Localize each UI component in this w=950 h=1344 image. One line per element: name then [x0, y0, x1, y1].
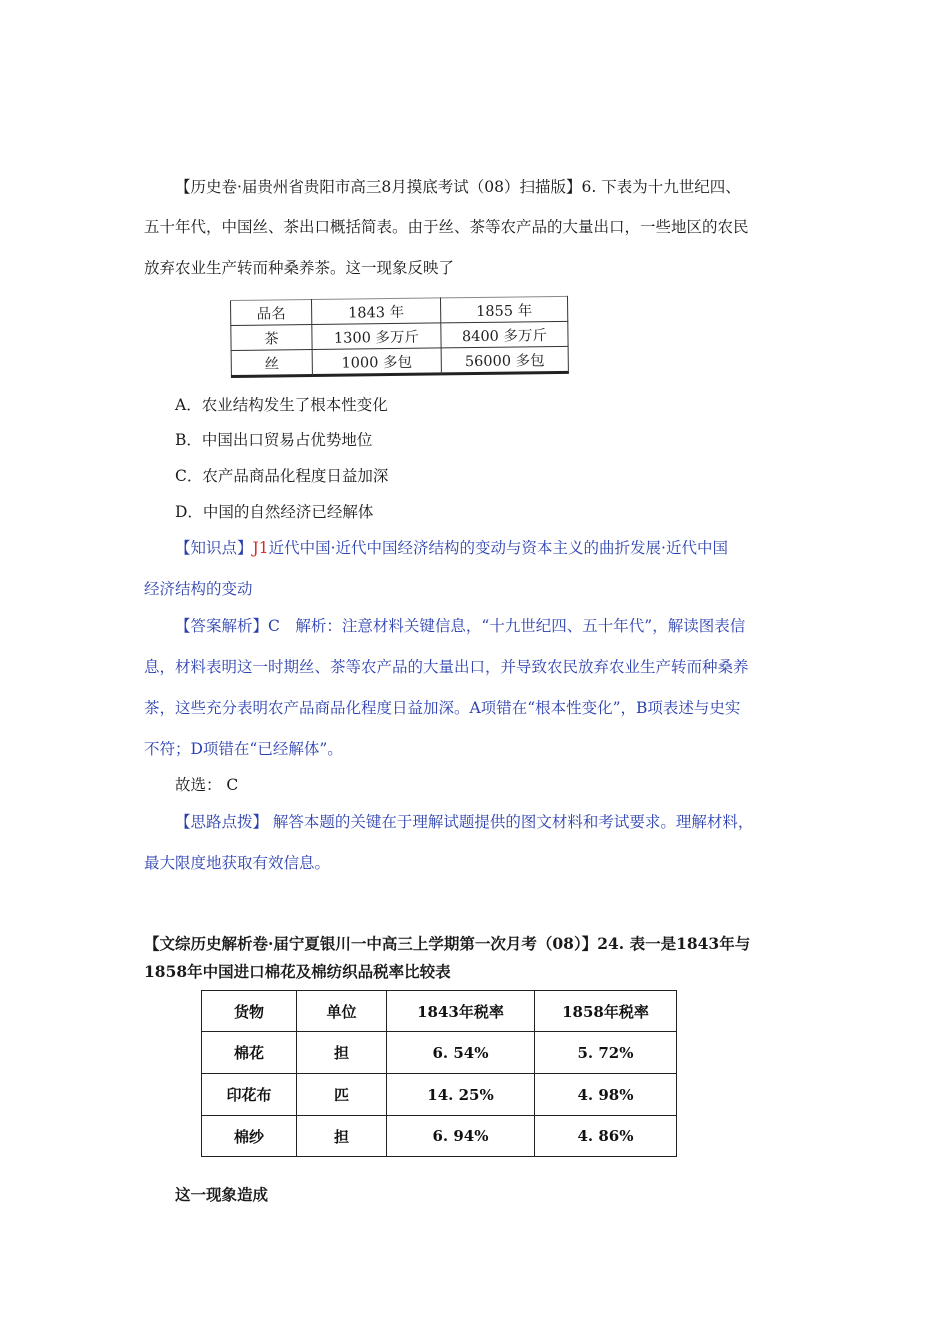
cotton-tax-rate-table: [201, 990, 677, 1157]
tips-line1: 【思路点拨】 解答本题的关键在于理解试题提供的图文材料和考试要求。理解材料，: [175, 813, 754, 831]
option-c: C．农产品商品化程度日益加深: [175, 467, 389, 485]
q1-stem-line3: 放弃农业生产转而种桑养茶。这一现象反映了: [144, 259, 455, 277]
table-cell: 1300 多万斤: [312, 323, 441, 350]
knowledge-point: [144, 536, 810, 560]
answer-analysis-line1: 【答案解析】C 解析：注意材料关键信息，“十九世纪四、五十年代”，解读图表信: [175, 617, 746, 635]
table-cell: 丝: [231, 350, 312, 377]
option-d: D．中国的自然经济已经解体: [175, 503, 374, 521]
table-cell: 14. 25%: [387, 1074, 535, 1116]
table-row: [202, 1032, 677, 1074]
answer-analysis-line4: 不符；D项错在“已经解体”。: [144, 740, 343, 758]
table-cell: 担: [297, 1116, 387, 1157]
table-cell: 4. 86%: [535, 1116, 677, 1157]
table-header-cell: 1858年税率: [535, 991, 677, 1032]
q2-stem-line1: 【文综历史解析卷·届宁夏银川一中高三上学期第一次月考（08）】24. 表一是1843年与: [144, 934, 751, 953]
table-header-cell: 1843年税率: [387, 991, 535, 1032]
table-header-cell: 单位: [297, 991, 387, 1032]
table-row: [202, 1116, 677, 1157]
silk-tea-export-table: [230, 296, 569, 378]
table-cell: 6. 94%: [387, 1116, 535, 1157]
answer-choice: 故选： C: [175, 776, 239, 794]
table-header-row: [202, 991, 677, 1032]
option-a: A．农业结构发生了根本性变化: [175, 396, 388, 414]
table-header-cell: 品名: [231, 300, 312, 326]
table-row: [231, 346, 568, 376]
table-cell: 5. 72%: [535, 1032, 677, 1074]
table-cell: 8400 多万斤: [441, 321, 568, 348]
q1-stem-line2: 五十年代，中国丝、茶出口概括简表。由于丝、茶等农产品的大量出口，一些地区的农民: [144, 218, 749, 236]
q2-after-table: 这一现象造成: [175, 1185, 269, 1204]
tips-line2: 最大限度地获取有效信息。: [144, 854, 331, 872]
table-cell: 4. 98%: [535, 1074, 677, 1116]
table-cell: 印花布: [202, 1074, 297, 1116]
table-cell: 茶: [231, 325, 312, 351]
table-cell: 56000 多包: [441, 346, 568, 374]
q2-stem-line2: 1858年中国进口棉花及棉纺织品税率比较表: [144, 962, 451, 981]
table-header-cell: 货物: [202, 991, 297, 1032]
table-cell: 匹: [297, 1074, 387, 1116]
knowledge-label: 【知识点】: [175, 539, 253, 557]
knowledge-point-line2: 经济结构的变动: [144, 580, 253, 598]
q1-stem-line1: 【历史卷·届贵州省贵阳市高三8月摸底考试（08）扫描版】6. 下表为十九世纪四、: [175, 178, 741, 196]
table-cell: 1000 多包: [312, 348, 441, 376]
answer-analysis-line2: 息，材料表明这一时期丝、茶等农产品的大量出口，并导致农民放弃农业生产转而种桑养: [144, 658, 749, 676]
table-cell: 6. 54%: [387, 1032, 535, 1074]
table-cell: 棉花: [202, 1032, 297, 1074]
option-b: B．中国出口贸易占优势地位: [175, 431, 373, 449]
answer-analysis-line3: 茶，这些充分表明农产品商品化程度日益加深。A项错在“根本性变化”，B项表述与史实: [144, 699, 741, 717]
knowledge-text: 近代中国·近代中国经济结构的变动与资本主义的曲折发展·近代中国: [268, 539, 728, 557]
table-row: [202, 1074, 677, 1116]
table-cell: 棉纱: [202, 1116, 297, 1157]
knowledge-code: J1: [252, 539, 269, 557]
table-header-cell: 1843 年: [312, 298, 441, 325]
table-header-cell: 1855 年: [440, 296, 567, 323]
table-cell: 担: [297, 1032, 387, 1074]
